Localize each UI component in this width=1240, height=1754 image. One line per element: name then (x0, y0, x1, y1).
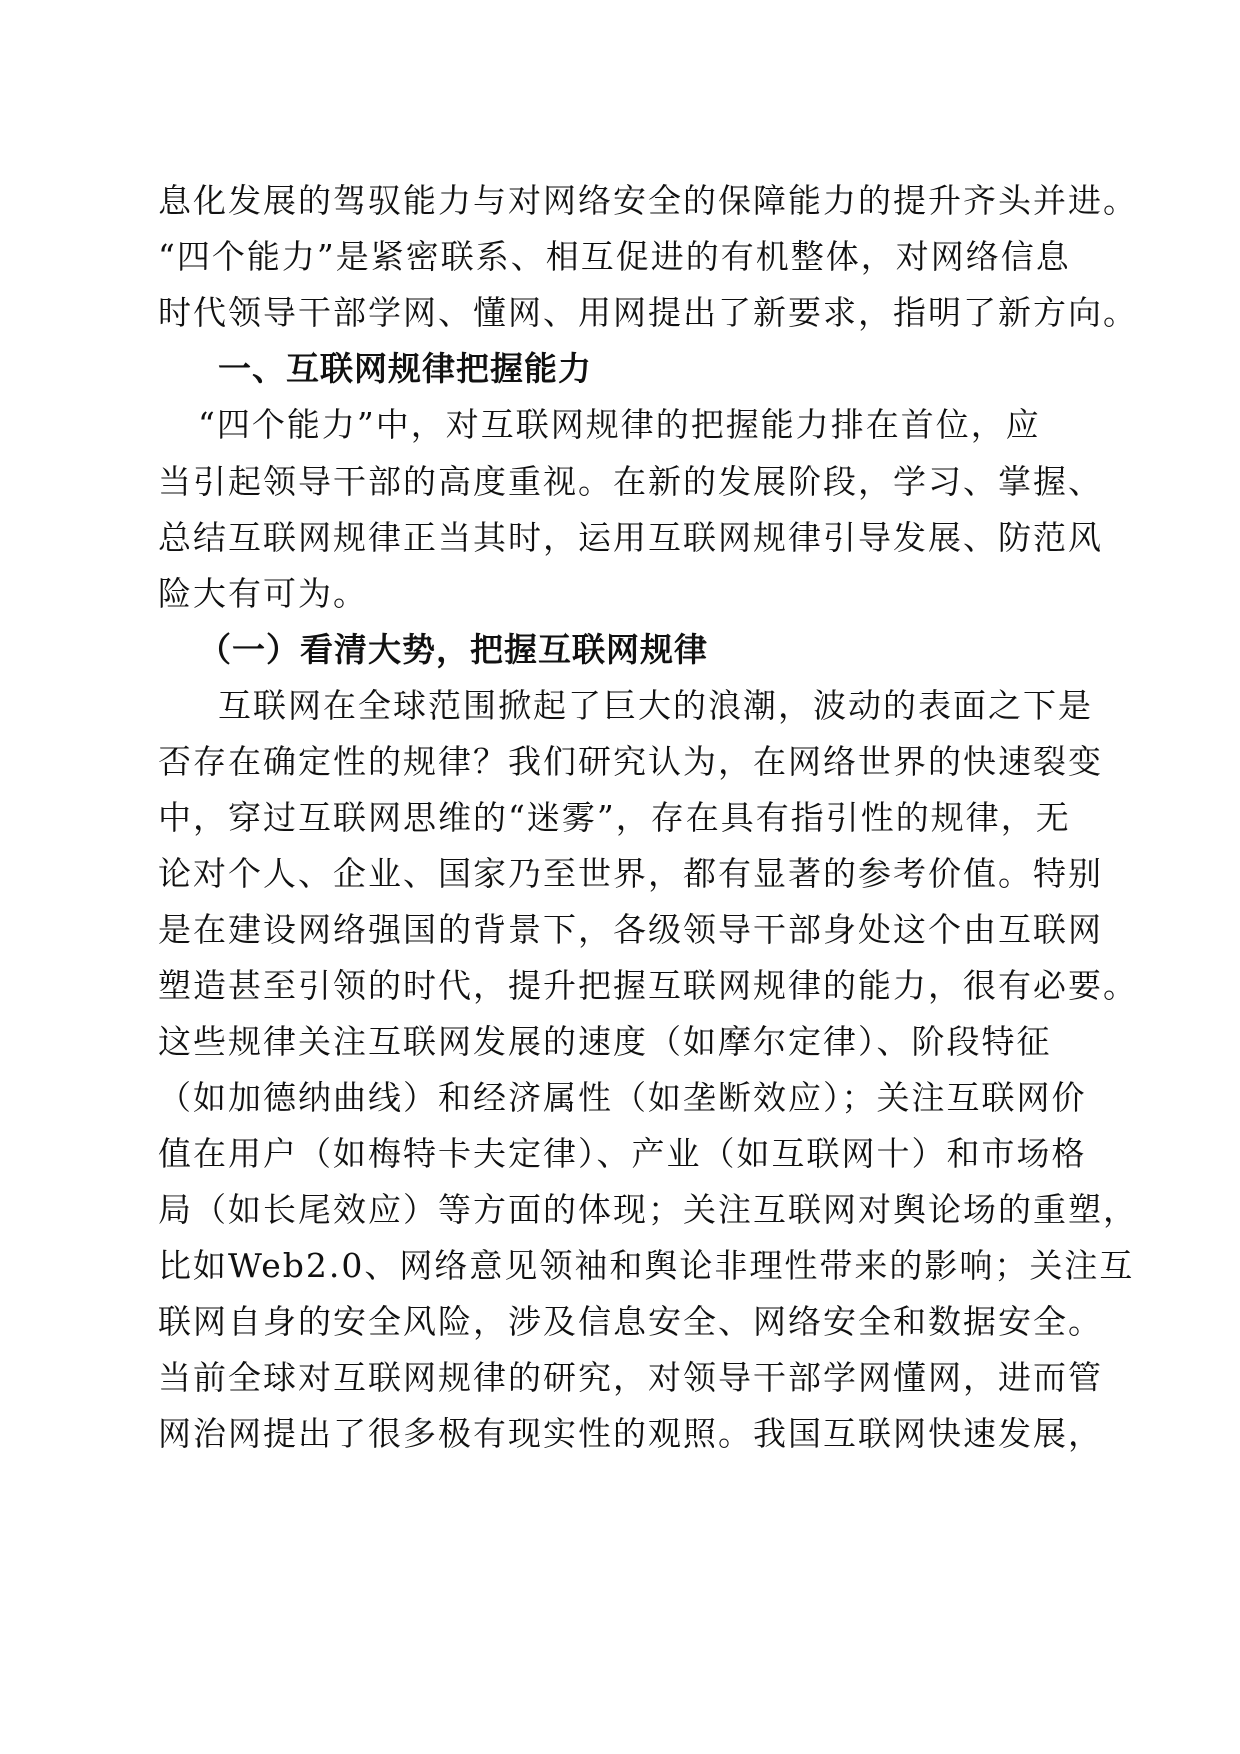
paragraph-line: 联网自身的安全风险，涉及信息安全、网络安全和数据安全。 (158, 1302, 1103, 1341)
paragraph-line: 塑造甚至引领的时代，提升把握互联网规律的能力，很有必要。 (158, 966, 1138, 1005)
section-heading: 一、互联网规律把握能力 (218, 349, 592, 388)
paragraph-line: 当前全球对互联网规律的研究，对领导干部学网懂网，进而管 (158, 1358, 1103, 1397)
paragraph-line: 当引起领导干部的高度重视。在新的发展阶段，学习、掌握、 (158, 462, 1103, 501)
paragraph-line: （如加德纳曲线）和经济属性（如垄断效应）；关注互联网价 (158, 1078, 1087, 1117)
paragraph-line: 比如Web2.0、网络意见领袖和舆论非理性带来的影响；关注互 (158, 1246, 1135, 1285)
subsection-heading: （一）看清大势，把握互联网规律 (198, 630, 708, 669)
paragraph-line: 是在建设网络强国的背景下，各级领导干部身处这个由互联网 (158, 910, 1103, 949)
paragraph-line: “四个能力”是紧密联系、相互促进的有机整体，对网络信息 (158, 237, 1071, 276)
paragraph-line: 险大有可为。 (158, 574, 368, 613)
paragraph-line: 论对个人、企业、国家乃至世界，都有显著的参考价值。特别 (158, 854, 1103, 893)
paragraph-line: 网治网提出了很多极有现实性的观照。我国互联网快速发展， (158, 1414, 1103, 1453)
paragraph-line: 中，穿过互联网思维的“迷雾”，存在具有指引性的规律，无 (158, 798, 1071, 837)
paragraph-line: 互联网在全球范围掀起了巨大的浪潮，波动的表面之下是 (218, 686, 1093, 725)
paragraph-line: 这些规律关注互联网发展的速度（如摩尔定律）、阶段特征 (158, 1022, 1052, 1061)
paragraph-line: 总结互联网规律正当其时，运用互联网规律引导发展、防范风 (158, 518, 1103, 557)
paragraph-line: 值在用户（如梅特卡夫定律）、产业（如互联网十）和市场格 (158, 1134, 1087, 1173)
paragraph-line: 时代领导干部学网、懂网、用网提出了新要求，指明了新方向。 (158, 293, 1138, 332)
paragraph-line: 局（如长尾效应）等方面的体现；关注互联网对舆论场的重塑， (158, 1190, 1138, 1229)
paragraph-line: “四个能力”中，对互联网规律的把握能力排在首位，应 (198, 405, 1041, 444)
paragraph-line: 否存在确定性的规律？我们研究认为，在网络世界的快速裂变 (158, 742, 1103, 781)
paragraph-line: 息化发展的驾驭能力与对网络安全的保障能力的提升齐头并进。 (158, 181, 1138, 220)
